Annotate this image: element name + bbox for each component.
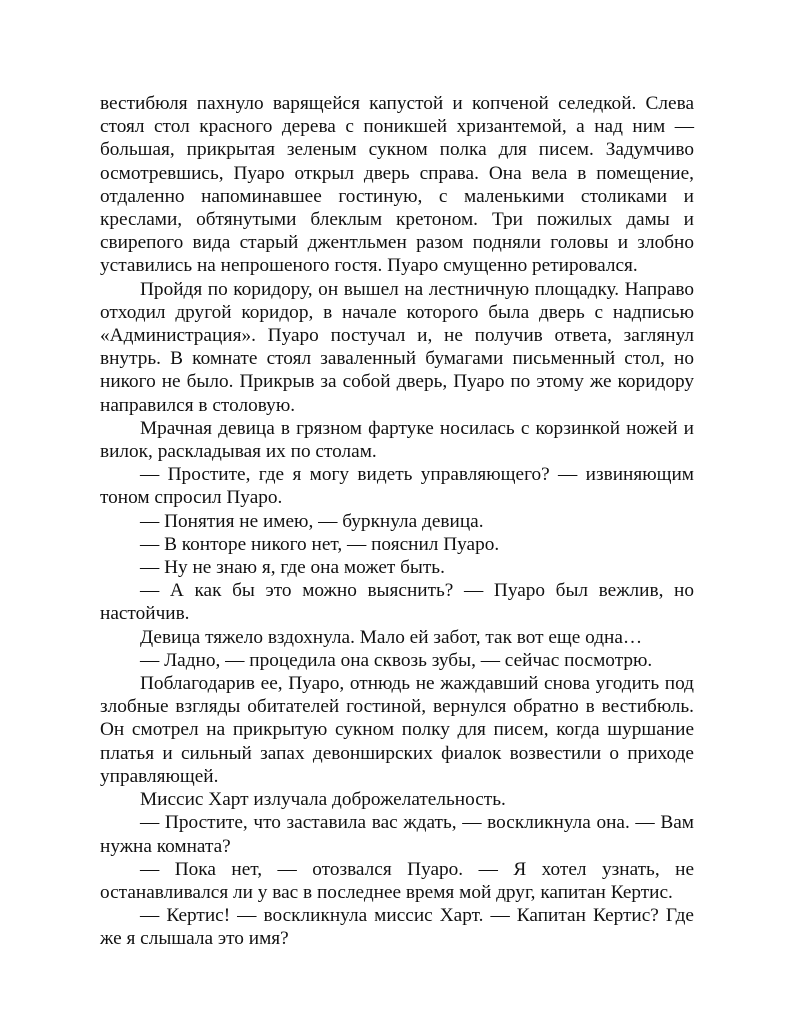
dialogue-line: — Пока нет, — отозвался Пуаро. — Я хотел узнать, не останавливался ли у вас в последнее время мой друг, капитан Кертис. — [100, 858, 694, 903]
dialogue-line: — В конторе никого нет, — пояснил Пуаро. — [140, 533, 500, 555]
dialogue-line: — Простите, что заставила вас ждать, — воскликнула она. — Вам нужна комната? — [100, 812, 694, 857]
dialogue-line: — Ну не знаю я, где она может быть. — [140, 557, 445, 579]
dialogue-line: — Кертис! — воскликнула миссис Харт. — Капитан Кертис? Где же я слышала это имя? — [100, 905, 694, 950]
paragraph-girl-sighed: Девица тяжело вздохнула. Мало ей забот, так вот еще одна… — [140, 626, 643, 648]
dialogue-line: — Ладно, — процедила она сквозь зубы, — сейчас посмотрю. — [140, 649, 653, 671]
paragraph-gloomy-girl: Мрачная девица в грязном фартуке носилась с корзинкой ножей и вилок, раскладывая их по столам. — [100, 417, 694, 463]
paragraph-mrs-hart: Миссис Харт излучала доброжелательность. — [140, 789, 506, 811]
dialogue-line: — Простите, где я могу видеть управляющего? — извиняющим тоном спросил Пуаро. — [100, 464, 694, 509]
dialogue-line: — А как бы это можно выяснить? — Пуаро был вежлив, но настойчив. — [100, 580, 694, 625]
paragraph-corridor: Пройдя по коридору, он вышел на лестничную площадку. Направо отходил другой коридор, в начале которого была дверь с надписью «Администрация». Пуаро постучал и, не получив ответа, заглянул внутрь. В комнате стоял заваленный бумагами письменный стол, но никого не было. Прикрыв за собой дверь, Пуаро по этому же коридору направился в столовую. — [100, 278, 694, 416]
dialogue-line: — Понятия не имею, — буркнула девица. — [140, 510, 484, 532]
paragraph-return-vestibule: Поблагодарив ее, Пуаро, отнюдь не жаждавший снова угодить под злобные взгляды обитателей гостиной, вернулся обратно в вестибюль. Он смотрел на прикрытую сукном полку для писем, когда шуршание платья и сильный запах девонширских фиалок возвестили о приходе управляющей. — [100, 673, 694, 787]
paragraph-continued-vestibule: вестибюля пахнуло варящейся капустой и копченой селедкой. Слева стоял стол красного дерева с поникшей хризантемой, а над ним — большая, прикрытая зеленым сукном полка для писем. Задумчиво осмотревшись, Пуаро открыл дверь справа. Она вела в помещение, отдаленно напоминавшее гостиную, с маленькими столиками и креслами, обтянутыми блеклым кретоном. Три пожилых дамы и свирепого вида старый джентльмен разом подняли головы и злобно уставились на непрошеного гостя. Пуаро смущенно ретировался. — [100, 93, 694, 277]
document-page — [100, 92, 694, 951]
